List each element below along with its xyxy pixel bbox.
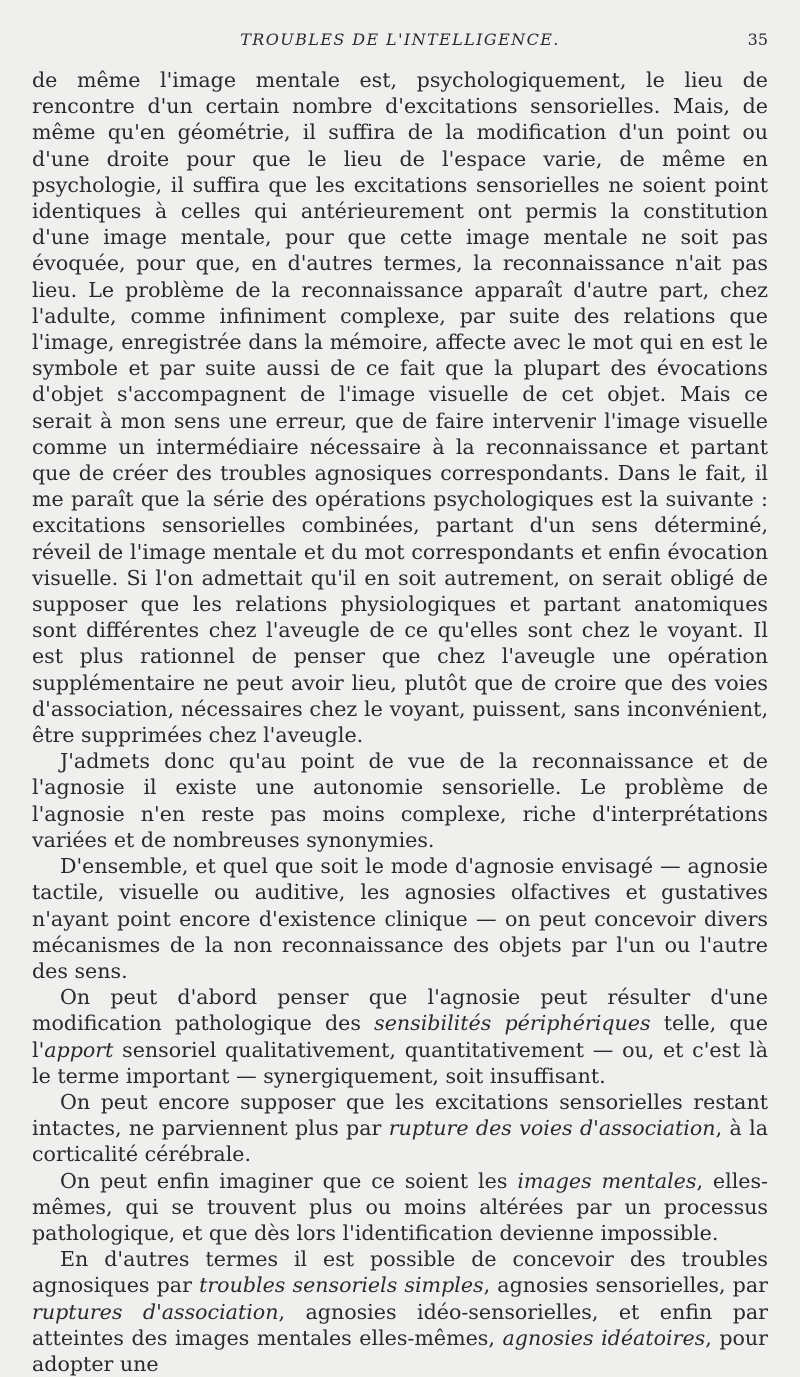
text-segment: On peut encore supposer que les excitations sensorielles restant intactes, ne parviennent plus par: [32, 1089, 768, 1141]
text-segment: , à la corticalité cérébrale.: [32, 1116, 768, 1167]
paragraph-2: [32, 748, 768, 853]
italic-term: agnosies idéatoires: [502, 1325, 706, 1350]
text-segment: , pour adopter une: [32, 1325, 769, 1376]
text-segment: sensoriel qualitativement, quantitativement — ou, et c'est là le terme important — synergiquement, soit insuffisant.: [32, 1037, 768, 1088]
italic-term: apport: [44, 1037, 114, 1062]
text-segment: En d'autres termes il est possible de concevoir des troubles agnosiques par: [32, 1247, 768, 1298]
running-title: TROUBLES DE L'INTELLIGENCE.: [240, 30, 560, 49]
text-segment: J'admets donc qu'au point de vue de la reconnaissance et de l'agnosie il existe une autonomie sensorielle. Le problème de l'agnosie n'en reste pas moins complexe, riche d'interprétations variées et de nombreuses synonymies.: [32, 749, 768, 852]
paragraph-1: [32, 67, 768, 748]
text-segment: , agnosies idéo-sensorielles, et enfin par atteintes des images mentales elles-mêmes,: [32, 1299, 769, 1350]
paragraph-4: [32, 984, 768, 1089]
text-segment: On peut d'abord penser que l'agnosie peut résulter d'une modification pathologique des: [32, 985, 768, 1036]
paragraph-6: [32, 1168, 768, 1247]
text-segment: de même l'image mentale est, psychologiquement, le lieu de rencontre d'un certain nombre d'excitations sensorielles. Mais, de même qu'en géométrie, il suffira de la modification d'un point ou d'une droite pour que le lieu de l'espace varie, de même en psychologie, il suffira que les excitations sensorielles ne soient point identiques à celles qui antérieurement ont permis la constitution d'une image mentale, pour que cette image mentale ne soit pas évoquée, pour que, en d'autres termes, la reconnaissance n'ait pas lieu. Le problème de la reconnaissance apparaît d'autre part, chez l'adulte, comme infiniment complexe, par suite des relations que l'image, enregistrée dans la mémoire, affecte avec le mot qui en est le symbole et par suite aussi de ce fait que la plupart des évocations d'objet s'accompagnent de l'image visuelle de cet objet. Mais ce serait à mon sens une erreur, que de faire intervenir l'image visuelle comme un intermédiaire nécessaire à la reconnaissance et partant que de créer des troubles agnosiques correspondants. Dans le fait, il me paraît que la série des opérations psychologiques est la suivante : excitations sensorielles combinées, partant d'un sens déterminé, réveil de l'image mentale et du mot correspondants et enfin évocation visuelle. Si l'on admettait qu'il en soit autrement, on serait obligé de supposer que les relations physiologiques et partant anatomiques sont différentes chez l'aveugle de ce qu'elles sont chez le voyant. Il est plus rationnel de penser que chez l'aveugle une opération supplémentaire ne peut avoir lieu, plutôt que de croire que des voies d'association, nécessaires chez le voyant, puissent, sans inconvénient, être supprimées chez l'aveugle.: [32, 68, 768, 748]
text-segment: On peut enfin imaginer que ce soient les: [60, 1168, 518, 1193]
italic-term: ruptures d'association: [32, 1299, 279, 1324]
paragraph-5: [32, 1089, 768, 1168]
text-segment: D'ensemble, et quel que soit le mode d'agnosie envisagé — agnosie tactile, visuelle ou auditive, les agnosies olfactives et gustatives n'ayant point encore d'existence clinique — on peut concevoir divers mécanismes de la non reconnaissance des objets par l'un ou l'autre des sens.: [32, 854, 768, 983]
italic-term: sensibilités périphériques: [374, 1011, 651, 1036]
page-number: 35: [747, 30, 768, 49]
paragraph-3: [32, 853, 768, 984]
italic-term: rupture des voies d'association: [388, 1116, 716, 1141]
body-text: [32, 67, 768, 1377]
italic-term: images mentales: [517, 1168, 697, 1193]
text-segment: , agnosies sensorielles, par: [483, 1273, 768, 1298]
italic-term: troubles sensoriels simples: [199, 1273, 484, 1298]
text-segment: , elles-mêmes, qui se trouvent plus ou moins altérées par un processus pathologique, et que dès lors l'identification devienne impossible.: [32, 1168, 768, 1245]
running-header: [32, 30, 768, 54]
paragraph-7: [32, 1246, 768, 1377]
text-segment: telle, que l': [32, 1011, 768, 1062]
